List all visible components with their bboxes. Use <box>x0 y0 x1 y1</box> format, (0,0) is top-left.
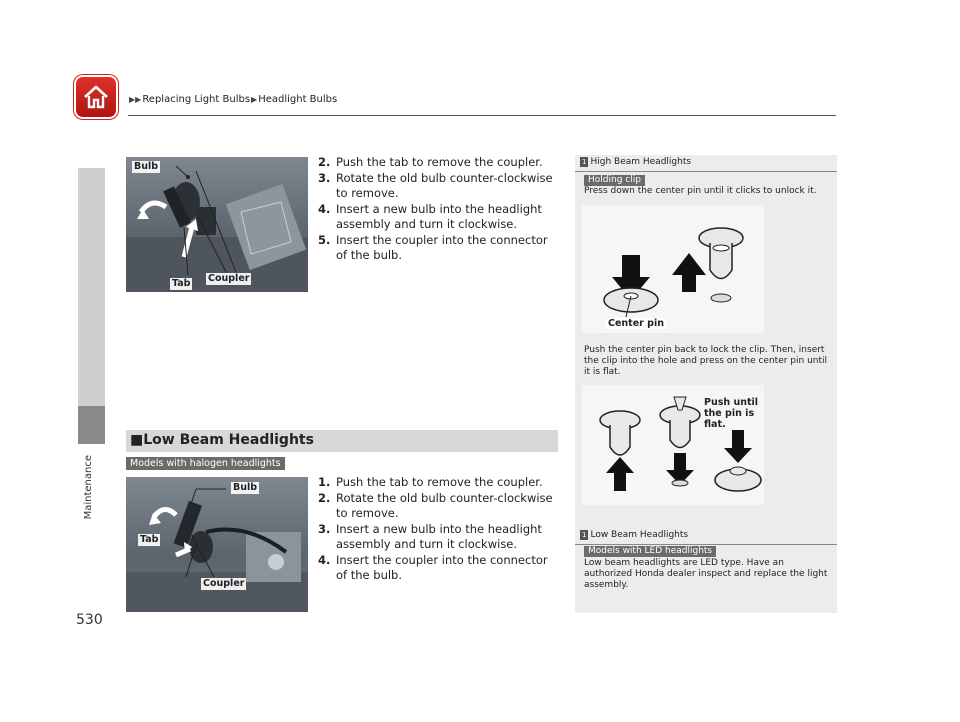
high-beam-bulb-photo <box>126 157 308 292</box>
home-icon <box>82 83 110 111</box>
breadcrumb-arrow-icon: ▶ <box>251 95 258 104</box>
model-tag: Models with halogen headlights <box>126 457 285 470</box>
page-number: 530 <box>76 612 103 628</box>
engine-bay-illustration <box>126 157 308 292</box>
coupler-label: Coupler <box>203 578 245 589</box>
step: 4. Insert a new bulb into the headlight assembly and turn it clockwise. <box>318 201 542 231</box>
breadcrumb <box>128 94 337 105</box>
side-tab <box>78 168 105 438</box>
step: 3. Insert a new bulb into the headlight assembly and turn it clockwise. <box>318 521 542 551</box>
holding-clip-tag: Holding clip <box>584 175 645 186</box>
sidebar-text: Low beam headlights are LED type. Have an authorized Honda dealer inspect and replace the light assembly. <box>584 558 828 590</box>
low-beam-steps <box>318 475 558 584</box>
bulb-label: Bulb <box>233 482 258 493</box>
section-marker-icon: ■ <box>130 432 144 448</box>
center-pin-unlock-diagram <box>582 205 764 333</box>
sidebar-text: Press down the center pin until it clicks to unlock it. <box>584 186 817 196</box>
sidebar-divider <box>575 544 837 545</box>
home-button[interactable] <box>76 77 116 117</box>
tab-label: Tab <box>172 278 191 289</box>
led-model-tag: Models with LED headlights <box>584 546 716 557</box>
sidebar-heading: 1 Low Beam Headlights <box>582 530 689 540</box>
breadcrumb-item[interactable]: Replacing Light Bulbs <box>142 94 251 105</box>
step: 1. Push the tab to remove the coupler. <box>318 475 543 489</box>
center-pin-label: Center pin <box>608 318 664 329</box>
high-beam-steps <box>318 155 558 264</box>
side-tab-label[interactable]: Maintenance <box>83 455 94 520</box>
breadcrumb-arrow-icon: ▶▶ <box>129 95 142 104</box>
low-beam-bulb-photo <box>126 477 308 612</box>
sidebar-notes <box>575 155 837 613</box>
sidebar-heading: 1 High Beam Headlights <box>582 157 692 167</box>
note-marker-icon: 1 <box>582 158 587 166</box>
push-until-flat-label: Push until the pin is flat. <box>704 397 759 430</box>
step: 2. Push the tab to remove the coupler. <box>318 155 543 169</box>
sidebar-text: Push the center pin back to lock the clip. Then, insert the clip into the hole and press on the center pin until it is flat. <box>584 345 828 377</box>
breadcrumb-item[interactable]: Headlight Bulbs <box>258 94 338 105</box>
clip-unlock-illustration <box>582 205 764 333</box>
step: 4. Insert the coupler into the connector of the bulb. <box>318 552 548 582</box>
side-tab-active-marker <box>78 406 105 444</box>
sidebar-divider <box>575 171 837 172</box>
bulb-label: Bulb <box>134 161 159 172</box>
section-title: ■Low Beam Headlights <box>130 432 314 448</box>
push-pin-flat-diagram <box>582 385 764 505</box>
header-divider <box>128 115 836 116</box>
step: 5. Insert the coupler into the connector of the bulb. <box>318 232 548 262</box>
step: 2. Rotate the old bulb counter-clockwise to remove. <box>318 490 553 520</box>
tab-label: Tab <box>140 534 159 545</box>
step: 3. Rotate the old bulb counter-clockwise to remove. <box>318 170 553 200</box>
coupler-label: Coupler <box>208 273 250 284</box>
note-marker-icon: 1 <box>582 531 587 539</box>
